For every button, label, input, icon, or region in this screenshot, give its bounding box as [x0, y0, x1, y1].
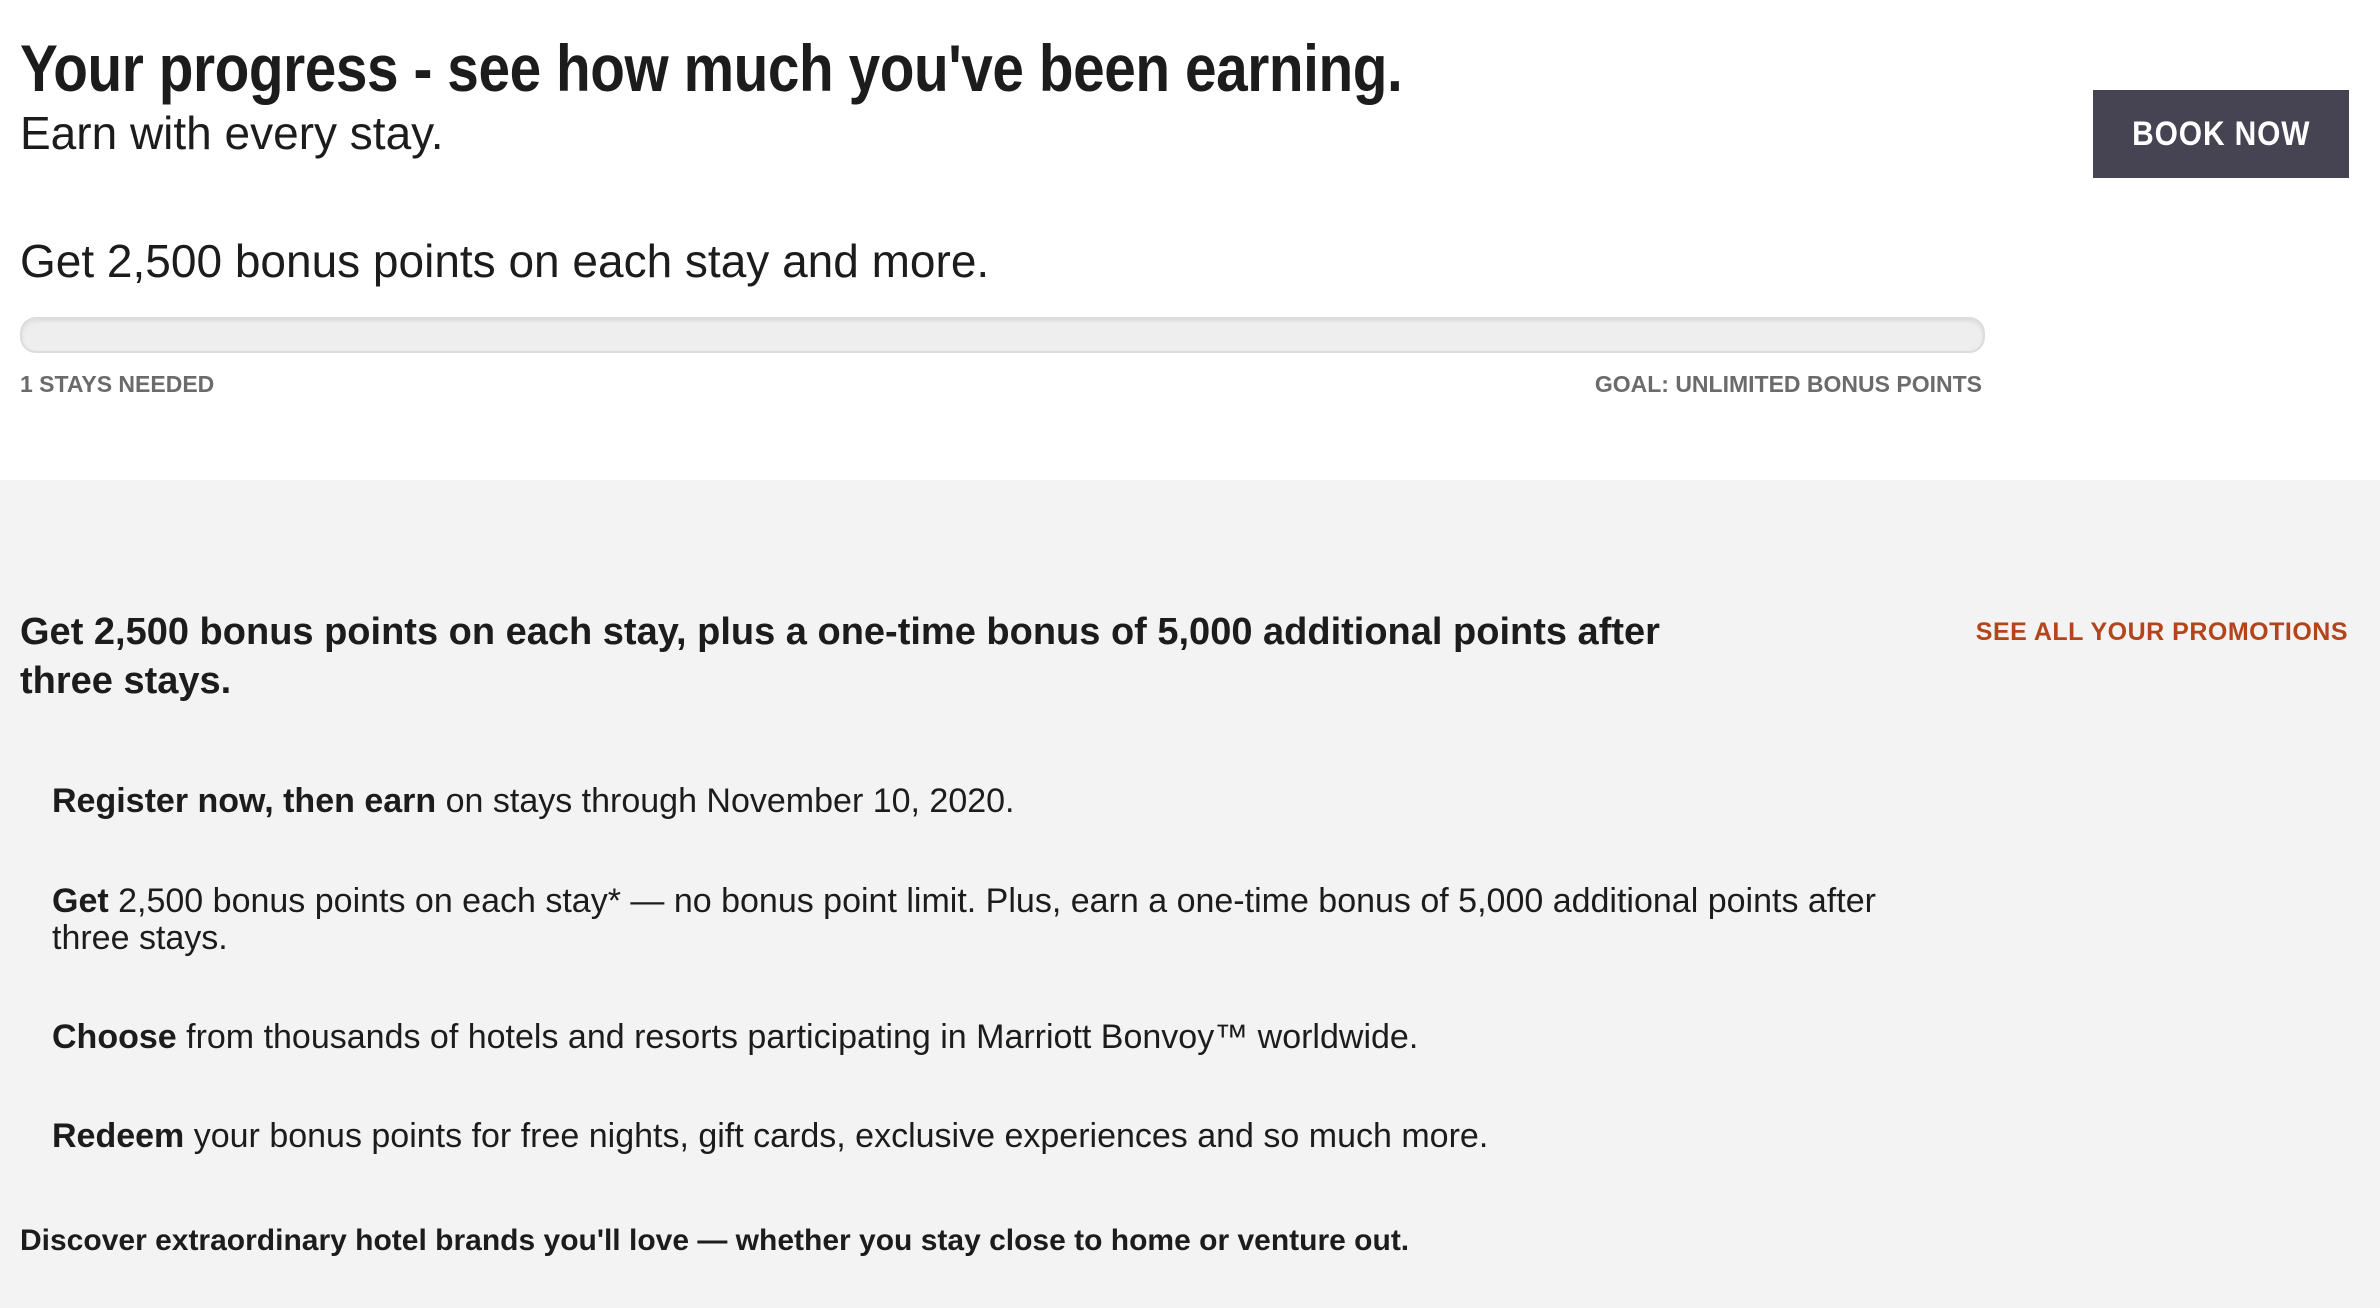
progress-section [0, 0, 2380, 480]
benefit-item [52, 783, 1912, 820]
benefit-item [52, 883, 1912, 957]
benefit-item [52, 1118, 1912, 1155]
promotion-section [0, 480, 2380, 1308]
benefit-text: your bonus points for free nights, gift cards, exclusive experiences and so much more. [184, 1117, 1489, 1155]
benefit-lead: Get [52, 882, 109, 920]
page-headline: Your progress - see how much you've been earning. [20, 31, 1403, 105]
stays-needed-label: 1 STAYS NEEDED [20, 371, 215, 397]
progress-bar [20, 317, 1985, 353]
page-subheadline: Earn with every stay. [20, 107, 444, 159]
see-all-promotions-link[interactable]: SEE ALL YOUR PROMOTIONS [1975, 618, 2348, 646]
benefit-item [52, 1019, 1912, 1056]
benefit-lead: Choose [52, 1018, 177, 1056]
benefit-text: on stays through November 10, 2020. [436, 782, 1015, 820]
promotion-heading: Get 2,500 bonus points on each stay, plus a one-time bonus of 5,000 additional points after three stays. [20, 611, 1660, 702]
benefit-lead: Register now, then earn [52, 782, 437, 820]
benefit-text: 2,500 bonus points on each stay* — no bonus point limit. Plus, earn a one-time bonus of 5,000 additional points after three stays. [52, 882, 1876, 957]
book-now-button[interactable] [2093, 90, 2349, 178]
benefit-lead: Redeem [52, 1117, 185, 1155]
offer-title: Get 2,500 bonus points on each stay and more. [20, 235, 990, 287]
benefit-text: from thousands of hotels and resorts participating in Marriott Bonvoy™ worldwide. [176, 1018, 1419, 1056]
goal-label: GOAL: UNLIMITED BONUS POINTS [1594, 371, 1982, 397]
discover-brands-text: Discover extraordinary hotel brands you'll love — whether you stay close to home or venture out. [20, 1224, 1410, 1257]
book-now-label: BOOK NOW [2131, 114, 2311, 153]
